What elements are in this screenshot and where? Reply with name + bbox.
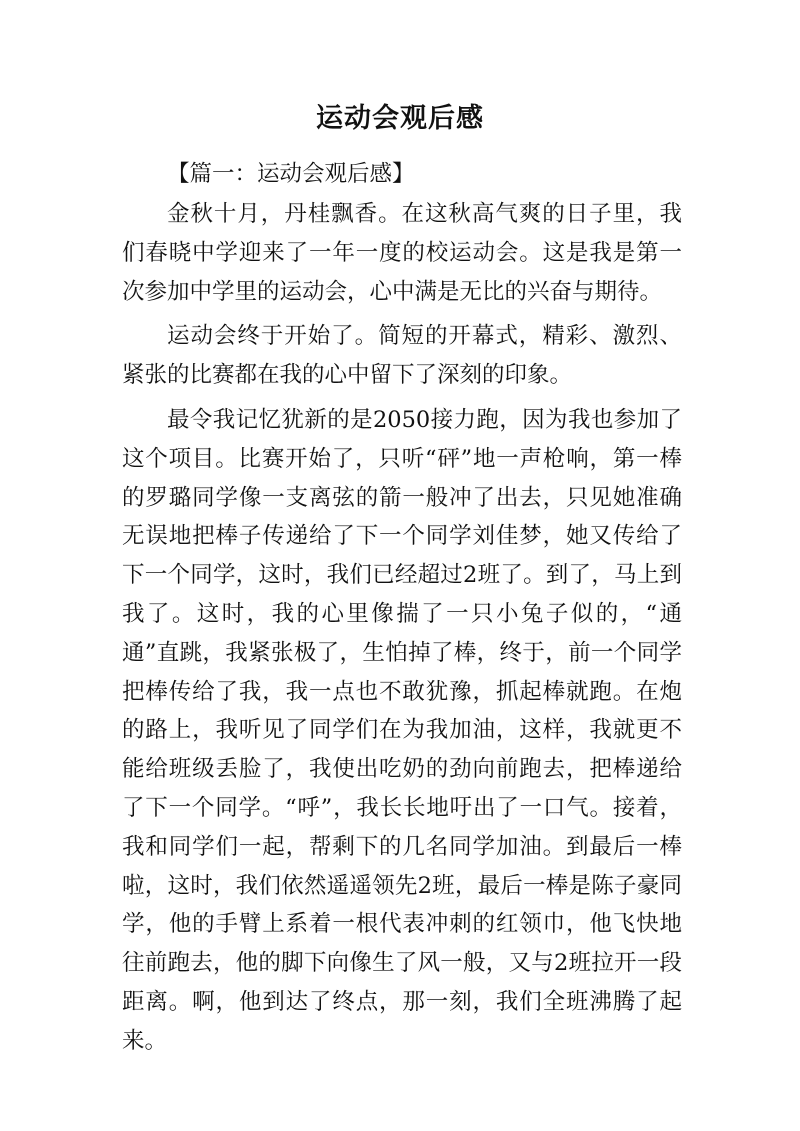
document-body [122,153,682,1061]
paragraph-3: 最令我记忆犹新的是2050接力跑，因为我也参加了这个项目。比赛开始了，只听“砰”地一声枪响，第一棒的罗璐同学像一支离弦的箭一般冲了出去，只见她准确无误地把棒子传递给了下一个同学刘佳梦，她又传给了下一个同学，这时，我们已经超过2班了。到了，马上到我了。这时，我的心里像揣了一只小兔子似的，“通通”直跳，我紧张极了，生怕掉了棒，终于，前一个同学把棒传给了我，我一点也不敢犹豫，抓起棒就跑。在炮的路上，我听见了同学们在为我加油，这样，我就更不能给班级丢脸了，我使出吃奶的劲向前跑去，把棒递给了下一个同学。“呼”，我长长地吁出了一口气。接着，我和同学们一起，帮剩下的几名同学加油。到最后一棒啦，这时，我们依然遥遥领先2班，最后一棒是陈子豪同学，他的手臂上系着一根代表冲刺的红领巾，他飞快地往前跑去，他的脚下向像生了风一般，又与2班拉开一段距离。啊，他到达了终点，那一刻，我们全班沸腾了起来。 [122,406,682,1054]
section-heading: 【篇一：运动会观后感】 [167,161,415,187]
document-title: 运动会观后感 [316,103,484,134]
paragraph-1: 金秋十月，丹桂飘香。在这秋高气爽的日子里，我们春晓中学迎来了一年一度的校运动会。这是我是第一次参加中学里的运动会，心中满是无比的兴奋与期待。 [122,201,682,305]
paragraph-2: 运动会终于开始了。简短的开幕式，精彩、激烈、紧张的比赛都在我的心中留下了深刻的印象。 [122,323,682,389]
